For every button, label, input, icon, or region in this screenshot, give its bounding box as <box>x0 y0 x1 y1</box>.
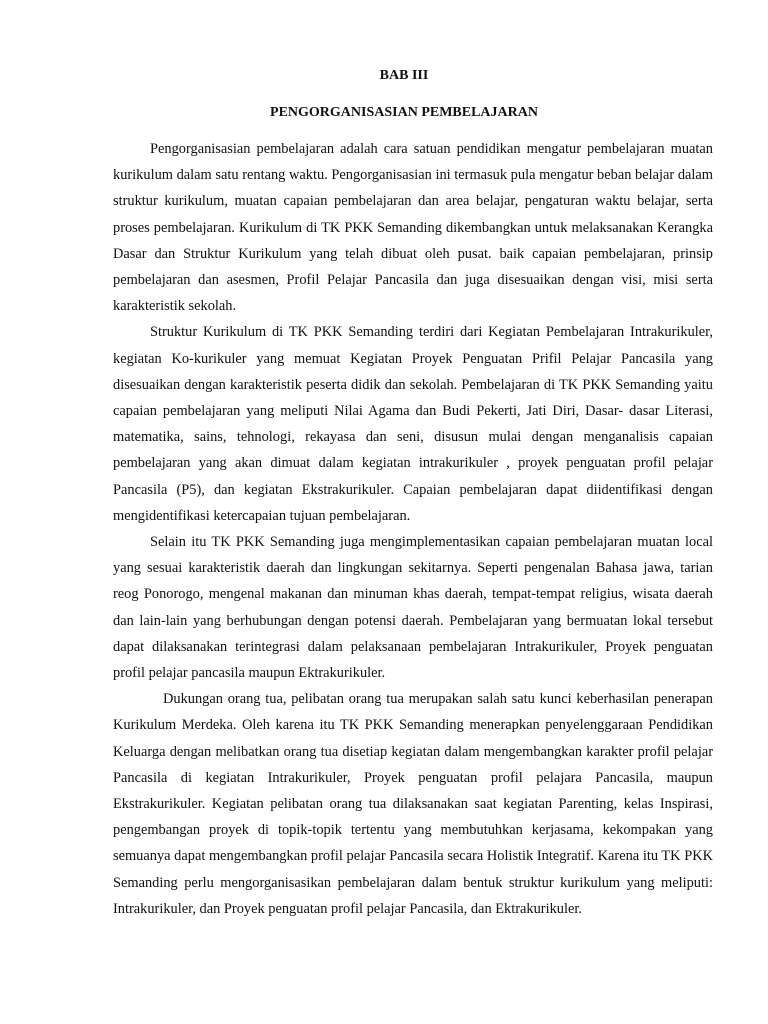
paragraph-1: Pengorganisasian pembelajaran adalah cara satuan pendidikan mengatur pembelajaran muatan kurikulum dalam satu rentang waktu. Pengorganisasian ini termasuk pula mengatur beban belajar dalam struktur kurikulum, muatan capaian pembelajaran dan area belajar, pengaturan waktu belajar, serta proses pembelajaran. Kurikulum di TK PKK Semanding dikembangkan untuk melaksanakan Kerangka Dasar dan Struktur Kurikulum yang telah dibuat oleh pusat. baik capaian pembelajaran, prinsip pembelajaran dan asesmen, Profil Pelajar Pancasila dan juga disesuaikan dengan visi, misi serta karakteristik sekolah. <box>113 141 713 315</box>
paragraph-3: Selain itu TK PKK Semanding juga mengimplementasikan capaian pembelajaran muatan local yang sesuai karakteristik daerah dan lingkungan sekitarnya. Seperti pengenalan Bahasa jawa, tarian reog Ponorogo, mengenal makanan dan minuman khas daerah, tempat-tempat religius, wisata daerah dan lain-lain yang berhubungan dengan potensi daerah. Pembelajaran yang bermuatan lokal tersebut dapat dilaksanakan terintegrasi dalam pelaksanaan pembelajaran Intrakurikuler, Proyek penguatan profil pelajar pancasila maupun Ektrakurikuler. <box>113 534 713 682</box>
paragraph-4: Dukungan orang tua, pelibatan orang tua merupakan salah satu kunci keberhasilan penerapan Kurikulum Merdeka. Oleh karena itu TK PKK Semanding menerapkan penyelenggaraan Pendidikan Keluarga dengan melibatkan orang tua disetiap kegiatan dalam mengembangkan karakter profil pelajar Pancasila di kegiatan Intrakurikuler, Proyek penguatan profil pelajara Pancasila, maupun Ekstrakurikuler. Kegiatan pelibatan orang tua dilaksanakan saat kegiatan Parenting, kelas Inspirasi, pengembangan proyek di topik-topik tertentu yang membutuhkan kerjasama, kekompakan yang semuanya dapat mengembangkan profil pelajar Pancasila secara Holistik Integratif. Karena itu TK PKK Semanding perlu mengorganisasikan pembelajaran dalam bentuk struktur kurikulum yang meliputi: Intrakurikuler, dan Proyek penguatan profil pelajar Pancasila, dan Ektrakurikuler. <box>113 691 713 917</box>
chapter-heading: BAB III <box>379 68 429 83</box>
document-body <box>113 136 713 922</box>
paragraph-2: Struktur Kurikulum di TK PKK Semanding terdiri dari Kegiatan Pembelajaran Intrakurikuler, kegiatan Ko-kurikuler yang memuat Kegiatan Proyek Penguatan Prifil Pelajar Pancasila yang disesuaikan dengan karakteristik peserta didik dan sekolah. Pembelajaran di TK PKK Semanding yaitu capaian pembelajaran yang meliputi Nilai Agama dan Budi Pekerti, Jati Diri, Dasar- dasar Literasi, matematika, sains, tehnologi, rekayasa dan seni, disusun mulai dengan menganalisis capaian pembelajaran yang akan dimuat dalam kegiatan intrakurikuler , proyek penguatan profil pelajar Pancasila (P5), dan kegiatan Ekstrakurikuler. Capaian pembelajaran dapat diidentifikasi dengan mengidentifikasi ketercapaian tujuan pembelajaran. <box>113 324 713 524</box>
chapter-title: PENGORGANISASIAN PEMBELAJARAN <box>270 105 538 120</box>
